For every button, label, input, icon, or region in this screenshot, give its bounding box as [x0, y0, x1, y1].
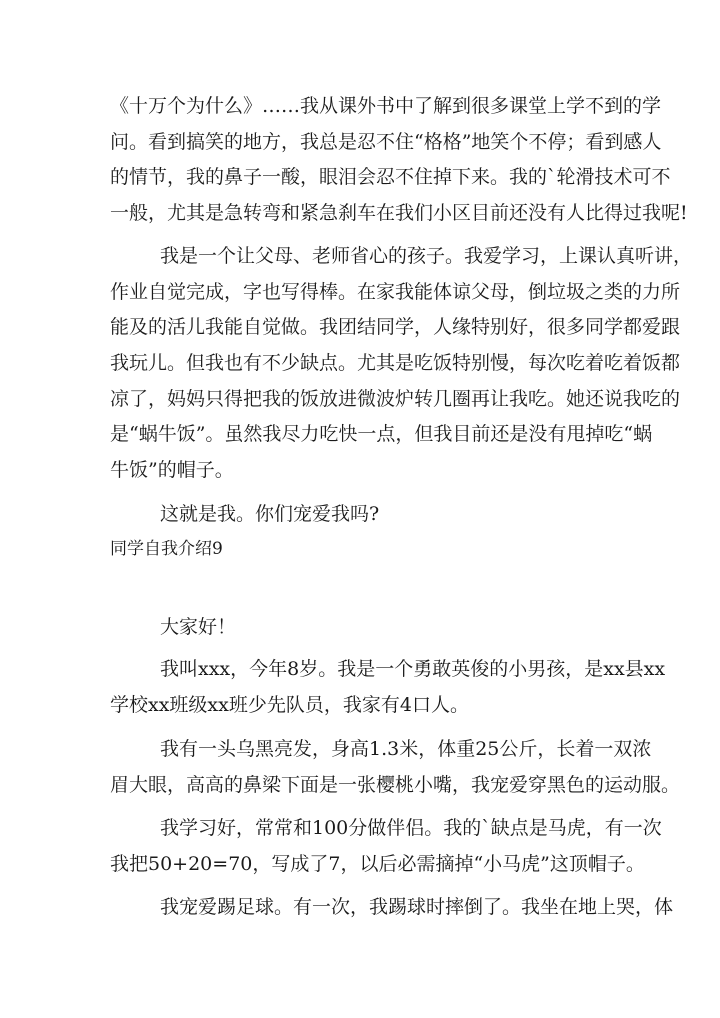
- text-line-2: 问。看到搞笑的地方，我总是忍不住“格格”地笑个不停；看到感人: [110, 131, 662, 153]
- text-line-9: 凉了，妈妈只得把我的饭放进微波炉转几圈再让我吃。她还说我吃的: [110, 388, 681, 410]
- text-line-17: 我有一头乌黑亮发，身高1.3米，体重25公斤，长着一双浓: [160, 738, 652, 760]
- text-line-14: 大家好！: [160, 616, 237, 638]
- text-line-21: 我宠爱踢足球。有一次，我踢球时摔倒了。我坐在地上哭，体: [160, 896, 674, 918]
- text-line-6: 作业自觉完成，字也写得棒。在家我能体谅父母，倒垃圾之类的力所: [110, 281, 681, 303]
- text-line-18: 眉大眼，高高的鼻梁下面是一张樱桃小嘴，我宠爱穿黑色的运动服。: [110, 774, 681, 796]
- text-line-8: 我玩儿。但我也有不少缺点。尤其是吃饭特别慢，每次吃着吃着饭都: [110, 352, 681, 374]
- text-line-5: 我是一个让父母、老师省心的孩子。我爱学习，上课认真听讲，: [160, 245, 693, 267]
- text-line-20: 我把50+20=70，写成了7，以后必需摘掉“小马虎”这顶帽子。: [110, 853, 645, 875]
- text-line-12: 这就是我。你们宠爱我吗?: [160, 503, 380, 525]
- text-line-10: 是“蜗牛饭”。虽然我尽力吃快一点，但我目前还是没有甩掉吃“蜗: [110, 423, 653, 445]
- text-line-1: 《十万个为什么》……我从课外书中了解到很多课堂上学不到的学: [110, 95, 662, 117]
- section-heading: 同学自我介绍9: [110, 539, 223, 559]
- text-line-7: 能及的活儿我能自觉做。我团结同学，人缘特别好，很多同学都爱跟: [110, 316, 681, 338]
- text-line-4: 一般，尤其是急转弯和紧急刹车在我们小区目前还没有人比得过我呢!: [110, 202, 688, 224]
- text-line-3: 的情节，我的鼻子一酸，眼泪会忍不住掉下来。我的`轮滑技术可不: [110, 166, 671, 188]
- text-line-16: 学校xx班级xx班少先队员，我家有4口人。: [110, 694, 469, 716]
- text-line-11: 牛饭”的帽子。: [110, 459, 234, 481]
- text-line-15: 我叫xxx，今年8岁。我是一个勇敢英俊的小男孩，是xx县xx: [160, 658, 666, 680]
- text-line-19: 我学习好，常常和100分做伴侣。我的`缺点是马虎，有一次: [160, 817, 662, 839]
